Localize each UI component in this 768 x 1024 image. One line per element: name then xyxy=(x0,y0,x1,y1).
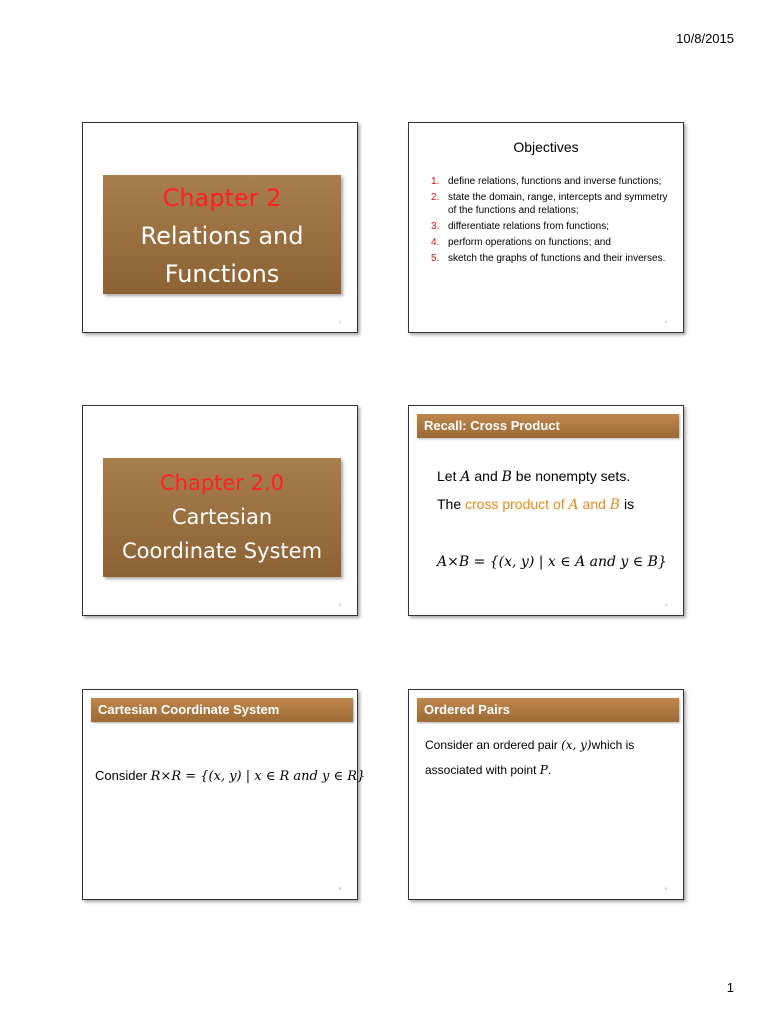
slide-4 xyxy=(408,405,684,616)
objective-item: 5. sketch the graphs of functions and their inverses. xyxy=(431,253,666,264)
objective-item: 3. differentiate relations from functions; xyxy=(431,221,610,232)
objectives-heading: Objectives xyxy=(513,139,579,155)
slide-number: 1 xyxy=(338,319,341,324)
cross-product-line2: The cross product of A and B is xyxy=(437,496,635,513)
slide-banner: Recall: Cross Product xyxy=(417,414,679,438)
ordered-pair-line2: associated with point P. xyxy=(425,763,552,777)
slide-2 xyxy=(408,122,684,333)
objective-item: 1. define relations, functions and inverse functions; xyxy=(431,176,662,187)
cross-product-line1: Let A and B be nonempty sets. xyxy=(437,468,631,485)
slide-3 xyxy=(82,405,358,616)
slide-number: 5 xyxy=(338,886,341,891)
objectives-list xyxy=(431,175,671,268)
slide-1 xyxy=(82,122,358,333)
chapter-subtitle-line1: Relations and xyxy=(140,222,304,250)
ordered-pair-line1: Consider an ordered pair (x, y)which is xyxy=(425,738,635,752)
slide-banner: Ordered Pairs xyxy=(417,698,679,722)
chapter-subtitle-line2: Functions xyxy=(164,260,280,288)
header-date: 10/8/2015 xyxy=(676,31,734,46)
cross-product-formula: A×B = {(x, y) | x ∈ A and y ∈ B} xyxy=(437,554,667,570)
chapter-subtitle-line1: Cartesian xyxy=(171,505,273,529)
chapter-title-box xyxy=(103,458,341,577)
slide-banner: Cartesian Coordinate System xyxy=(91,698,353,722)
chapter-subtitle-line2: Coordinate System xyxy=(121,539,323,563)
slide-5 xyxy=(82,689,366,900)
objective-item: 2. state the domain, range, intercepts and symmetry of the functions and relations; xyxy=(431,192,668,216)
slide-6 xyxy=(408,689,684,900)
objective-item: 4. perform operations on functions; and xyxy=(431,237,611,248)
slide-number: 6 xyxy=(664,886,667,891)
chapter-title: Chapter 2 xyxy=(162,184,282,212)
slide-number: 2 xyxy=(664,319,667,324)
chapter-title-box xyxy=(103,175,341,294)
chapter-title: Chapter 2.0 xyxy=(159,471,285,495)
cartesian-formula: Consider R×R = {(x, y) | x ∈ R and y ∈ R} xyxy=(95,768,366,784)
slide-number: 4 xyxy=(664,602,667,607)
page-number: 1 xyxy=(726,980,734,995)
slide-number: 3 xyxy=(338,602,341,607)
